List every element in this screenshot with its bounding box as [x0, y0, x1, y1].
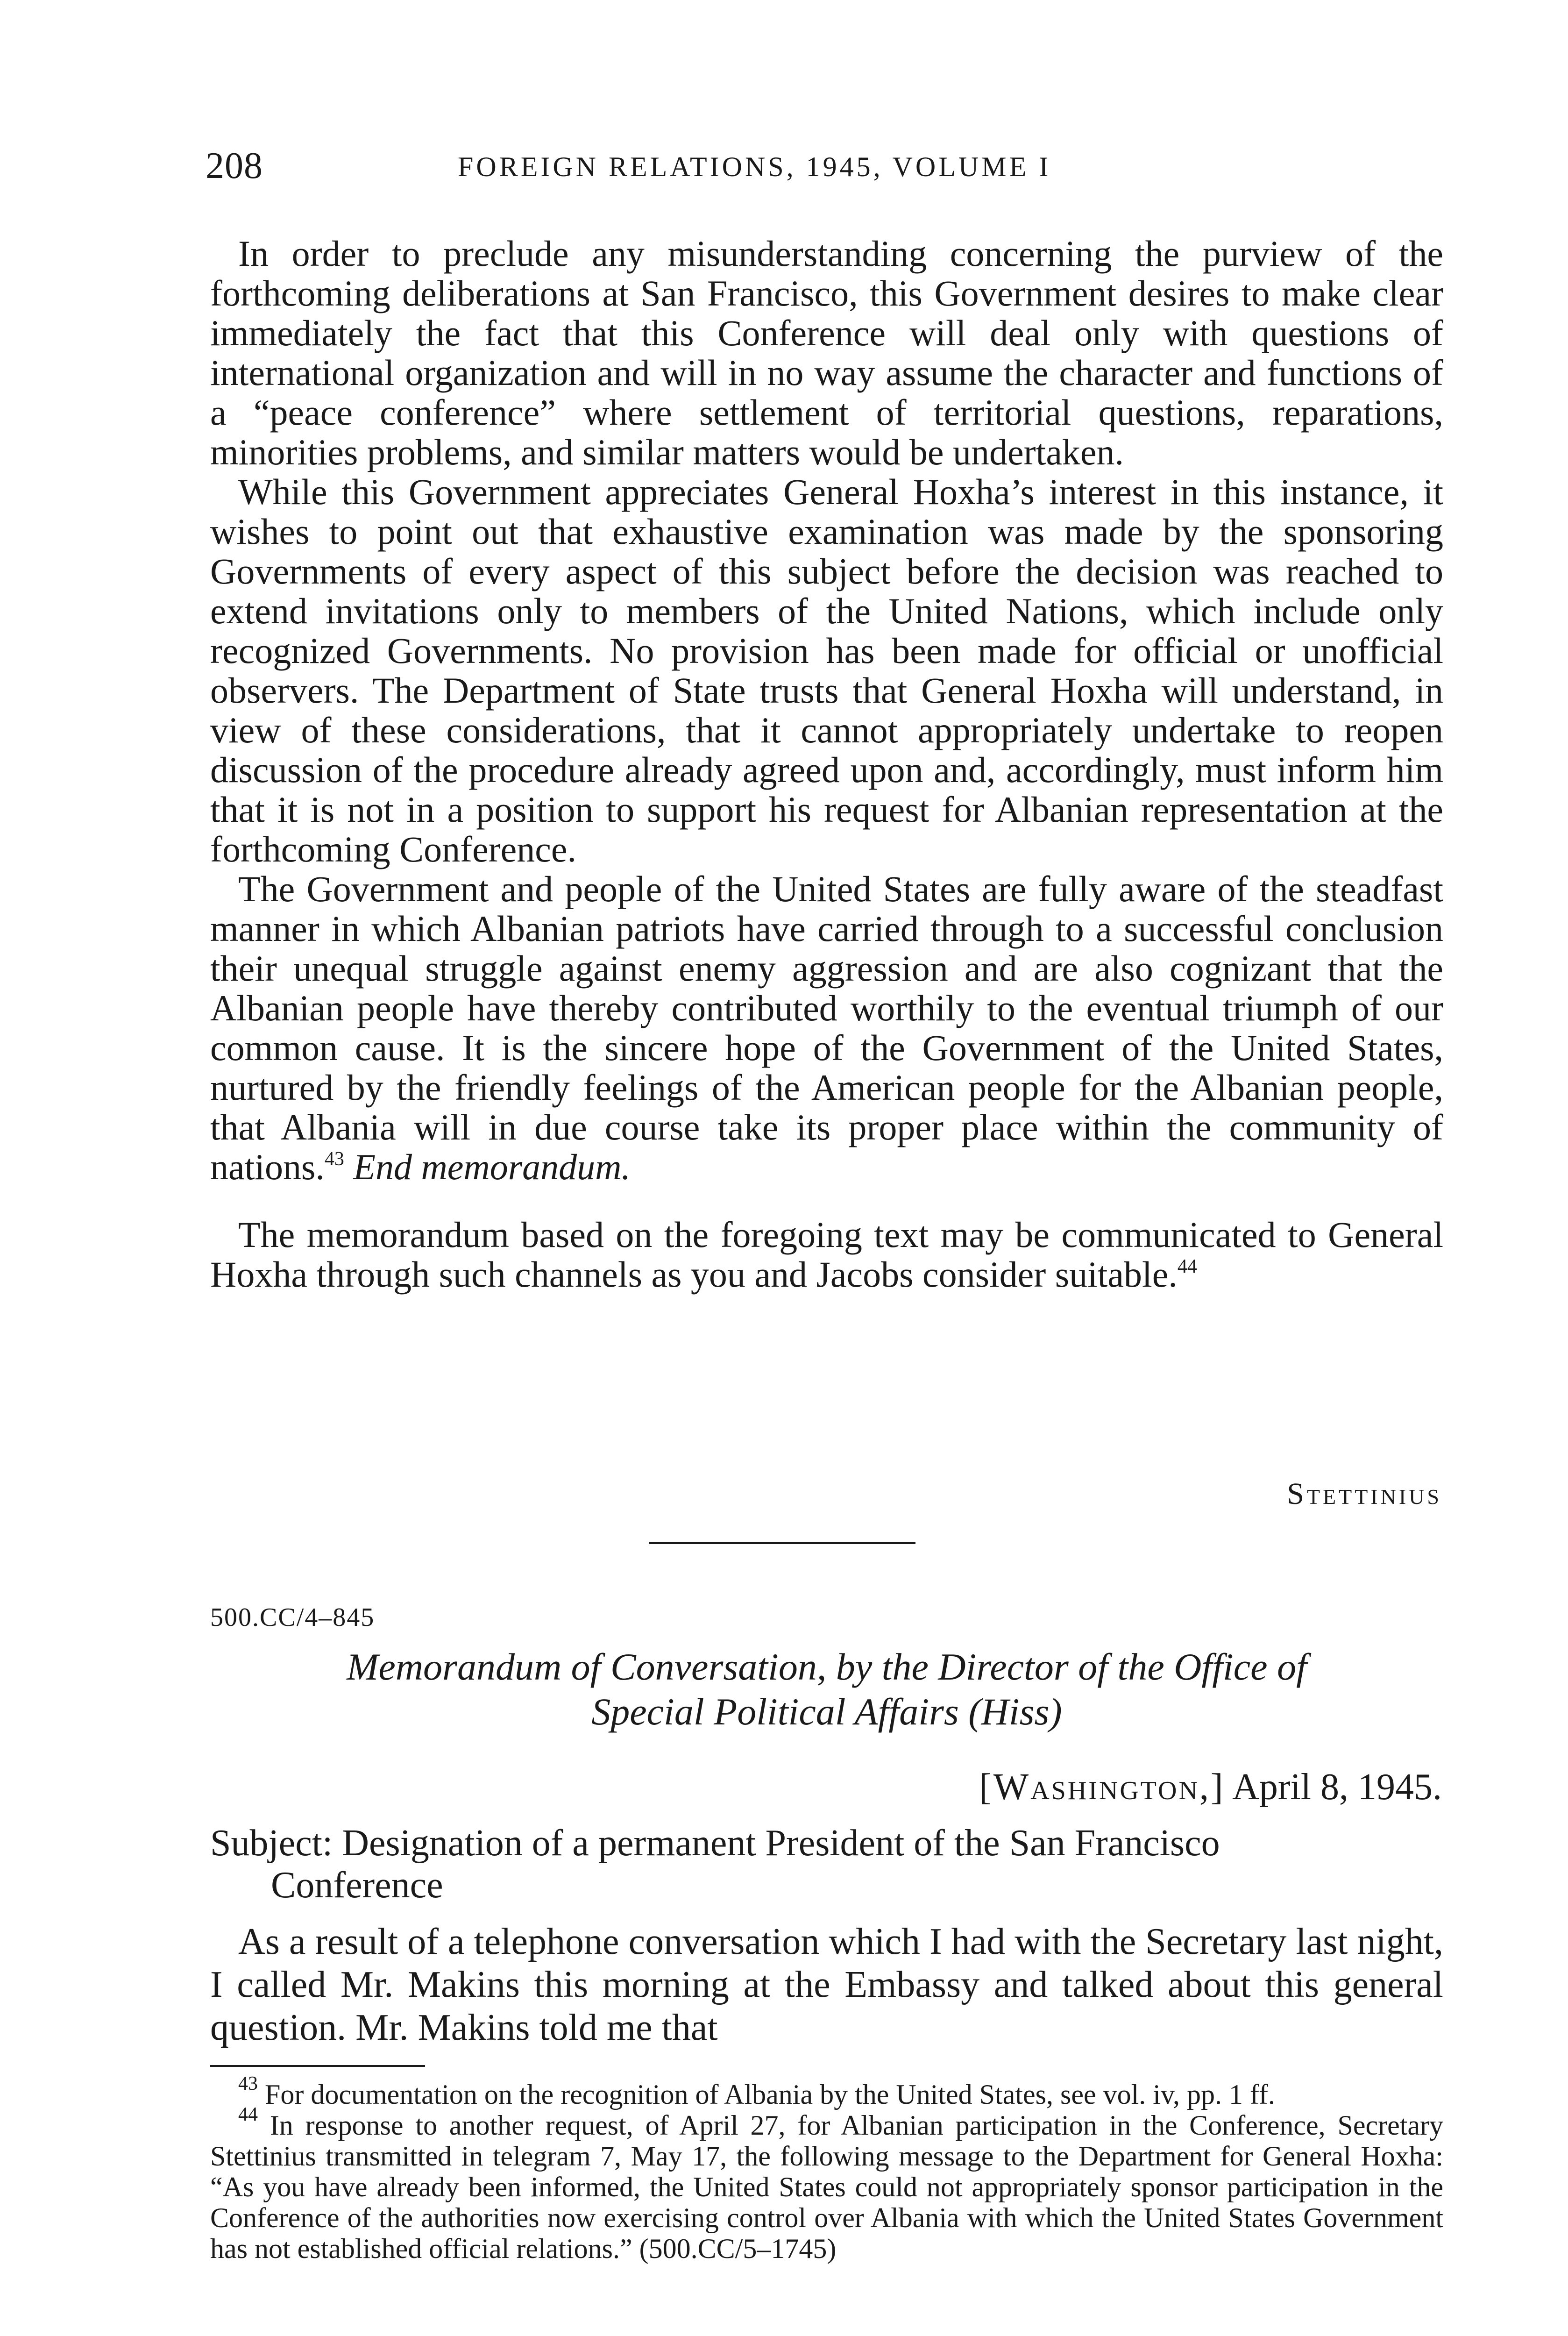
footnote-divider	[210, 2065, 425, 2067]
body-paragraph-3-text: The Government and people of the United States are fully aware of the steadfast manner in which Albanian patriots have carried through to a successful conclusion their unequal struggle against enemy aggression and are also cognizant that the Albanian people have thereby contributed worthily to the eventual triumph of our common cause. It is the sincere hope of the Government of the United States, nurtured by the friendly feelings of the American people for the Albanian people, that Albania will in due course take its proper place within the community of nations.	[210, 869, 1443, 1187]
section-divider	[649, 1542, 915, 1544]
body-paragraph-4	[210, 1215, 1443, 1294]
end-memorandum-marker: End memorandum.	[353, 1147, 631, 1187]
body-paragraph-2: While this Government appreciates General Hoxha’s interest in this instance, it wishes to point out that exhaustive examination was made by the sponsoring Governments of every aspect of this subject before the decision was reached to extend invitations only to members of the United Nations, which include only recognized Governments. No provision has been made for official or unofficial observers. The Department of State trusts that General Hoxha will understand, in view of these considerations, that it cannot appropriately undertake to reopen discussion of the procedure already agreed upon and, accordingly, must inform him that it is not in a position to support his request for Albanian representation at the forthcoming Conference.	[210, 471, 1443, 869]
body-paragraph-1: In order to preclude any misunderstanding concerning the purview of the forthcoming deliberations at San Francisco, this Government desires to make clear immediately the fact that this Conference will deal only with questions of international organization and will in no way assume the character and functions of a “peace conference” where settlement of territorial questions, reparations, minorities problems, and similar matters would be undertaken.	[210, 233, 1443, 472]
memo-body: As a result of a telephone conversation which I had with the Secretary last night, I called Mr. Makins this morning at the Embassy and talked about this general question. Mr. Makins told me that	[210, 1921, 1443, 2048]
dateline-place: [Washington,]	[979, 1766, 1225, 1808]
document-body	[210, 234, 1443, 1294]
body-paragraph-4-text: The memorandum based on the foregoing text may be communicated to General Hoxha through such channels as you and Jacobs consider suitable.	[210, 1214, 1443, 1295]
body-paragraph-3	[210, 869, 1443, 1187]
subject-line	[210, 1822, 1443, 1906]
running-head: FOREIGN RELATIONS, 1945, VOLUME I	[458, 151, 1051, 182]
page-number: 208	[206, 145, 263, 186]
dateline-date: April 8, 1945.	[1232, 1766, 1442, 1808]
footnote-marker: 44	[238, 2104, 258, 2125]
document-title	[210, 1645, 1443, 1734]
dateline	[979, 1766, 1442, 1809]
footnote-44	[210, 2104, 1444, 2264]
footnote-43	[210, 2073, 1443, 2110]
footnote-ref-43[interactable]: 43	[324, 1148, 344, 1170]
footnote-ref-44[interactable]: 44	[1177, 1256, 1197, 1277]
file-number: 500.CC/4–845	[210, 1603, 375, 1632]
footnotes	[210, 2073, 1444, 2264]
signature: Stettinius	[1287, 1477, 1442, 1511]
footnote-marker: 43	[238, 2073, 258, 2094]
footnote-text: In response to another request, of April 27, for Albanian participation in the Conference, Secretary Stettinius transmitted in telegram 7, May 17, the following message to the Department for General Hoxha: “As you have already been informed, the United States could not appropriately sponsor participation in the Conference of the authorities now exercising control over Albania with which the United States Government has not established official relations.” (500.CC/5–1745)	[210, 2110, 1444, 2264]
subject-label: Subject:	[210, 1823, 333, 1864]
document-title-line-1: Memorandum of Conversation, by the Director of the Office of	[347, 1645, 1307, 1688]
subject-continuation: Conference	[271, 1865, 443, 1906]
document-title-line-2: Special Political Affairs (Hiss)	[591, 1690, 1062, 1733]
page-header	[206, 140, 1448, 192]
footnote-text: For documentation on the recognition of Albania by the United States, see vol. iv, pp. 1 ff.	[265, 2079, 1275, 2110]
subject-text: Designation of a permanent President of the San Francisco	[342, 1823, 1220, 1864]
